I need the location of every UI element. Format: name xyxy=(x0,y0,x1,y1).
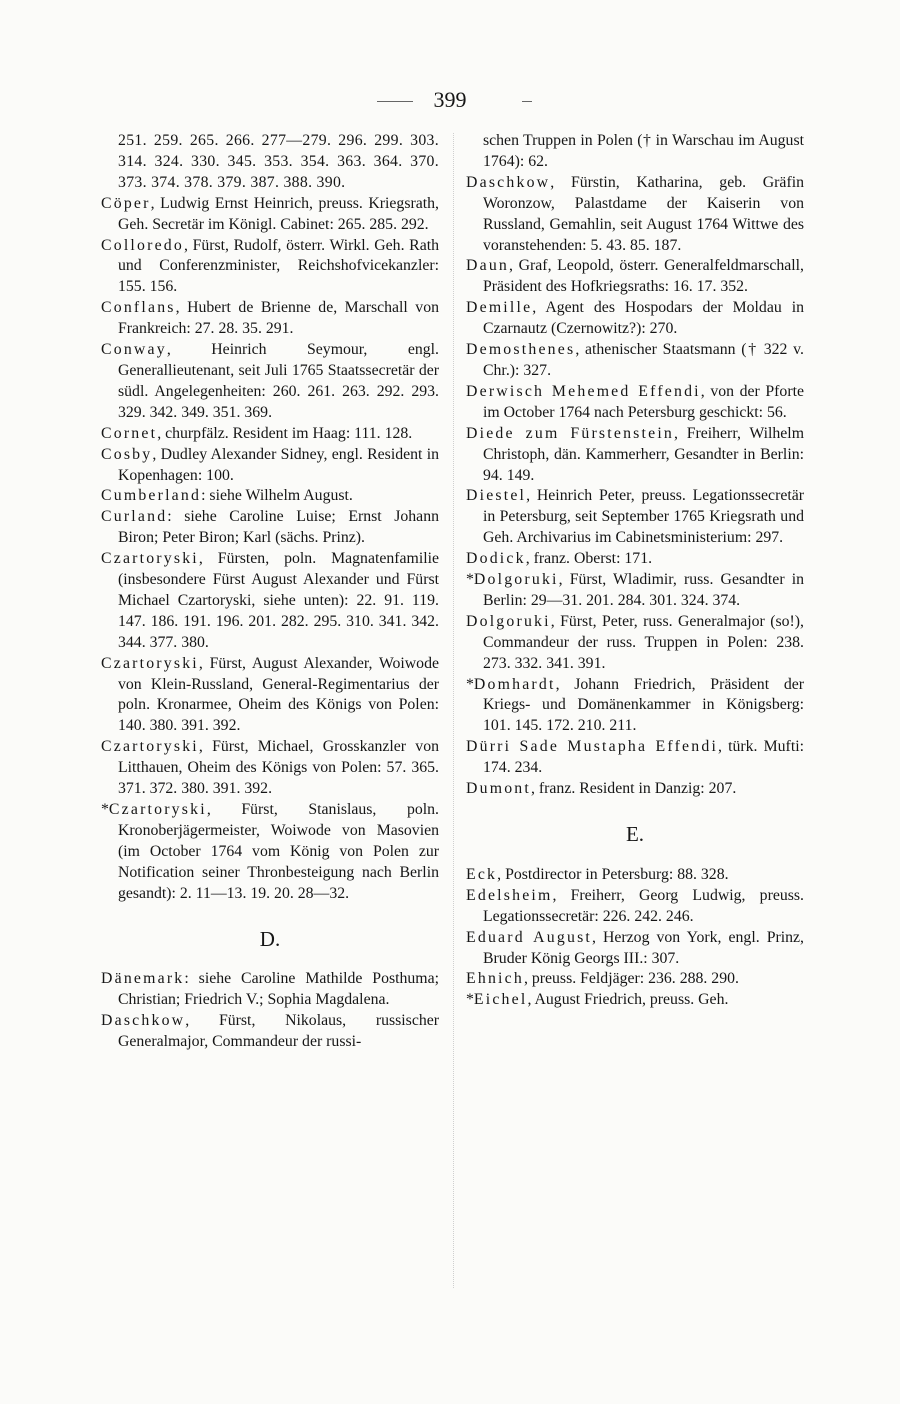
index-entry xyxy=(466,865,804,886)
index-entry xyxy=(101,445,439,487)
entry-name: Daschkow xyxy=(466,173,551,191)
index-entry xyxy=(466,486,804,549)
index-entry xyxy=(101,737,439,800)
header-rule-right xyxy=(522,101,532,102)
entry-text: , Fürst, Rudolf, österr. Wirkl. Geh. Rath und Conferenzminister, Reichshofvicekanzler: 155. 156. xyxy=(118,236,439,296)
left-column xyxy=(101,131,439,1053)
entry-text: , Agent des Hospodars der Moldau in Czarnautz (Czernowitz?): 270. xyxy=(483,299,804,338)
column-divider xyxy=(453,133,454,1288)
entries-d-right xyxy=(466,173,804,800)
entry-name: Conflans xyxy=(101,299,176,317)
entry-text: , Fürst, Nikolaus, russischer Generalmajor, Commandeur der russi- xyxy=(118,1012,439,1051)
entry-name: Dänemark xyxy=(101,970,185,988)
entry-name: Edelsheim xyxy=(466,886,553,904)
entry-name: Dodick xyxy=(466,550,526,568)
index-entry xyxy=(101,298,439,340)
page-number: 399 xyxy=(433,87,467,112)
entry-name: Dolgoruki xyxy=(473,571,559,589)
index-entry xyxy=(101,1011,439,1053)
entry-name: Czartoryski xyxy=(101,738,199,756)
index-entry xyxy=(466,298,804,340)
section-heading-d: D. xyxy=(259,926,281,951)
entry-name: Derwisch Mehemed Effendi xyxy=(466,382,701,400)
index-entry xyxy=(101,800,439,905)
entry-text: , Fürst, Wladimir, russ. Gesandter in Berlin: 29—31. 201. 284. 301. 324. 374. xyxy=(483,571,804,609)
entry-text: : siehe Caroline Luise; Ernst Johann Biron; Peter Biron; Karl (sächs. Prinz). xyxy=(118,508,439,547)
entry-text: , Herzog von York, engl. Prinz, Bruder König Georgs III.: 307. xyxy=(483,928,804,967)
entry-name: Cornet xyxy=(101,424,158,442)
index-entry xyxy=(101,236,439,299)
entry-name: Daun xyxy=(466,257,510,275)
index-entry xyxy=(101,654,439,738)
continuation-text: schen Truppen in Polen († in Warschau im August 1764): 62. xyxy=(483,132,804,170)
entry-name: Eduard August xyxy=(466,928,593,946)
entry-name: Czartoryski xyxy=(101,550,199,568)
entry-text: , Postdirector in Petersburg: 88. 328. xyxy=(497,865,729,883)
entry-text: , türk. Mufti: 174. 234. xyxy=(483,738,804,777)
index-entry xyxy=(101,969,439,1011)
entry-text: , Freiherr, Wilhelm Christoph, dän. Kammerherr, Gesandter in Berlin: 94. 149. xyxy=(483,424,804,484)
entry-name: Cumberland xyxy=(101,487,202,505)
entry-text: , Ludwig Ernst Heinrich, preuss. Kriegsrath, Geh. Secretär im Königl. Cabinet: 265. 285. 292. xyxy=(118,194,439,233)
index-entry xyxy=(466,173,804,257)
entry-text: , Dudley Alexander Sidney, engl. Resident in Kopenhagen: 100. xyxy=(118,445,439,484)
entry-name: Dolgoruki xyxy=(466,612,551,630)
entry-text: , Johann Friedrich, Präsident der Kriegs- und Domänenkammer in Königsberg: 101. 145. 172. 210. 211. xyxy=(483,675,804,735)
index-entry xyxy=(466,969,804,990)
entry-text: , franz. Resident in Danzig: 207. xyxy=(530,780,737,798)
entry-text: , Fürst, Peter, russ. Generalmajor (so!), Commandeur der russ. Truppen in Polen: 238. 273. 332. 341. 391. xyxy=(483,612,804,672)
entry-text: , athenischer Staatsmann († 322 v. Chr.): 327. xyxy=(483,341,804,379)
index-entry xyxy=(466,675,804,738)
index-entry xyxy=(466,779,804,800)
entry-name: Dumont xyxy=(466,780,531,798)
entry-name: Czartoryski xyxy=(108,801,207,818)
entry-name: Diestel xyxy=(466,487,527,505)
index-entry xyxy=(466,340,804,382)
entries-e xyxy=(466,865,804,1011)
entry-name: Cosby xyxy=(101,445,153,463)
entry-name: Dürri Sade Mustapha Effendi xyxy=(466,738,719,756)
index-entry xyxy=(101,340,439,424)
entry-text: , Fürst, Michael, Grosskanzler von Litthauen, Oheim des Königs von Polen: 57. 365. 371. 372. 380. 391. 392. xyxy=(118,738,439,798)
entry-text: , August Friedrich, preuss. Geh. xyxy=(527,991,729,1009)
index-entry xyxy=(101,549,439,654)
entry-text: : siehe Wilhelm August. xyxy=(201,487,353,505)
index-entry xyxy=(466,886,804,928)
header-rule-left xyxy=(377,101,413,102)
index-entry xyxy=(466,424,804,487)
index-entry xyxy=(466,256,804,298)
entry-text: , Fürsten, poln. Magnatenfamilie (insbesondere Fürst August Alexander und Fürst Michael Czartoryski, siehe unten): 22. 91. 119. 147. 186. 191. 196. 201. 282. 295. 310. 341. 342. 344. 377. 380. xyxy=(118,550,439,651)
entry-text: , franz. Oberst: 171. xyxy=(525,550,653,568)
entry-star: * xyxy=(466,571,474,589)
entry-name: Demosthenes xyxy=(466,341,576,359)
entry-star: * xyxy=(101,801,109,818)
index-entry xyxy=(466,612,804,675)
entry-text: : siehe Caroline Mathilde Posthuma; Christian; Friedrich V.; Sophia Magdalena. xyxy=(118,970,439,1009)
entry-text: , Graf, Leopold, österr. Generalfeldmarschall, Präsident des Hofkriegsraths: 16. 17. 352. xyxy=(483,257,804,296)
entry-name: Conway xyxy=(101,341,167,359)
entry-name: Curland xyxy=(101,508,168,526)
entry-name: Diede zum Fürstenstein xyxy=(466,424,675,442)
entry-name: Eichel xyxy=(473,991,528,1009)
entry-text: , Heinrich Seymour, engl. Generallieutenant, seit Juli 1765 Staatssecretär der südl. Angelegenheiten: 260. 261. 263. 292. 293. 329. 342. 349. 351. 369. xyxy=(118,341,439,421)
entry-name: Cöper xyxy=(101,194,151,212)
entry-name: Eck xyxy=(466,865,498,883)
entries-d-left xyxy=(101,969,439,1053)
entry-star: * xyxy=(466,991,474,1009)
entry-text: , Fürst, Stanislaus, poln. Kronoberjägermeister, Woiwode von Masovien (im October 1764 vom König von Polen zur Notification seiner Thronbesteigung nach Berlin gesandt): 2. 11—13. 19. 20. 28—32. xyxy=(118,801,439,902)
index-entry xyxy=(466,549,804,570)
entry-text: , Freiherr, Georg Ludwig, preuss. Legationssecretär: 226. 242. 246. xyxy=(483,886,804,925)
index-entry xyxy=(466,382,804,424)
entry-name: Daschkow xyxy=(101,1012,186,1030)
entry-text: , Fürst, August Alexander, Woiwode von Klein-Russland, General-Regimentarius der poln. Kronarmee, Oheim des Königs von Polen: 140. 380. 391. 392. xyxy=(118,654,439,735)
index-entry xyxy=(466,737,804,779)
entry-text: , Hubert de Brienne de, Marschall von Frankreich: 27. 28. 35. 291. xyxy=(118,299,439,338)
entry-name: Czartoryski xyxy=(101,654,199,672)
index-entry xyxy=(101,486,439,507)
entry-name: Ehnich xyxy=(466,970,524,988)
index-entry xyxy=(466,928,804,970)
entry-text: , von der Pforte im October 1764 nach Petersburg geschickt: 56. xyxy=(483,382,804,421)
entries-c xyxy=(101,194,439,905)
entry-name: Colloredo xyxy=(101,236,184,254)
entry-text: , Fürstin, Katharina, geb. Gräfin Woronzow, Palastdame der Kaiserin von Russland, Gemahlin, seit August 1764 Wittwe des voranstehenden: 5. 43. 85. 187. xyxy=(483,173,804,254)
index-entry xyxy=(466,990,804,1011)
section-heading-e: E. xyxy=(625,822,645,846)
continuation-text: 251. 259. 265. 266. 277—279. 296. 299. 303. 314. 324. 330. 345. 353. 354. 363. 364. 370. 373. 374. 378. 379. 387. 388. 390. xyxy=(118,132,439,191)
entry-name: Demille xyxy=(466,299,533,317)
entry-text: , preuss. Feldjäger: 236. 288. 290. xyxy=(523,970,739,988)
entry-text: , churpfälz. Resident im Haag: 111. 128. xyxy=(157,424,413,442)
index-entry xyxy=(101,507,439,549)
right-column xyxy=(466,131,804,1011)
entry-text: , Heinrich Peter, preuss. Legationssecretär in Petersburg, seit September 1765 Kriegsrath und Geh. Archivarius im Cabinetsministerium: 297. xyxy=(483,487,804,547)
index-entry xyxy=(101,424,439,445)
index-entry xyxy=(101,194,439,236)
entry-name: Domhardt xyxy=(473,675,556,693)
index-entry xyxy=(466,570,804,612)
entry-star: * xyxy=(466,675,474,693)
